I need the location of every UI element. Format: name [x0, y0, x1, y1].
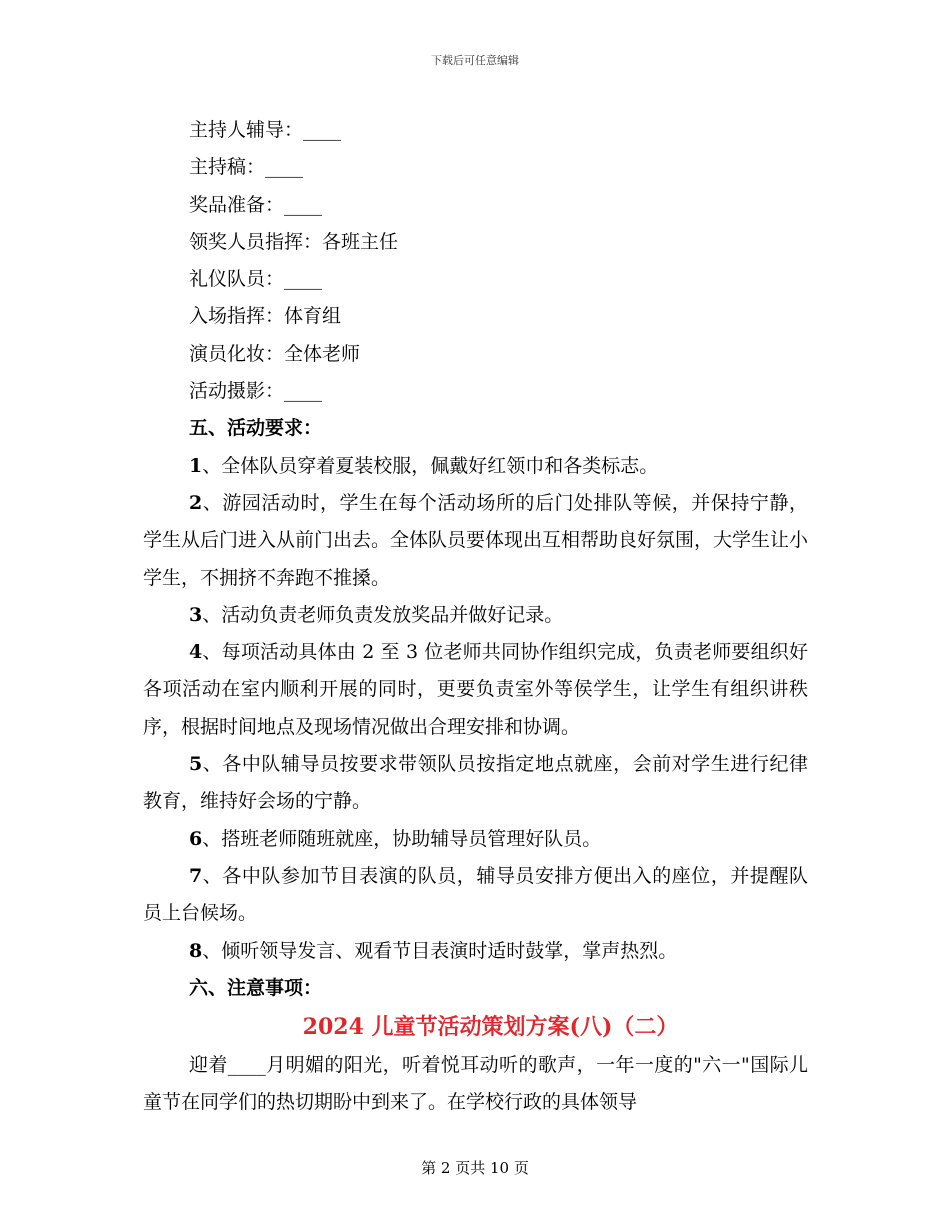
requirement-item — [143, 821, 808, 858]
role-line-photography — [143, 373, 808, 410]
item-text: 、活动负责老师负责发放奖品并做好记录。 — [202, 603, 564, 626]
role-label: 主持人辅导： — [189, 119, 304, 141]
document-body — [143, 112, 808, 1122]
role-line-prizes — [143, 187, 808, 224]
role-label: 入场指挥： — [189, 305, 285, 328]
requirement-item — [143, 597, 808, 634]
section-heading-requirements: 五、活动要求： — [189, 417, 323, 440]
intro-paragraph: 迎着____月明媚的阳光，听着悦耳动听的歌声，一年一度的"六一"国际儿童节在同学们的热切期盼中到来了。在学校行政的具体领导 — [143, 1054, 808, 1114]
item-number: 2 — [189, 491, 203, 514]
requirement-item — [143, 634, 808, 746]
requirement-item — [143, 933, 808, 970]
requirement-item — [143, 485, 808, 597]
role-line-etiquette — [143, 261, 808, 298]
role-line-makeup — [143, 336, 808, 373]
role-value: ____ — [284, 193, 323, 216]
item-number: 4 — [189, 641, 203, 664]
item-number: 3 — [189, 603, 203, 626]
role-value: 全体老师 — [284, 342, 361, 365]
page-header: 下载后可任意编辑 — [431, 54, 519, 67]
item-text: 、倾听领导发言、观看节目表演时适时鼓掌，掌声热烈。 — [202, 939, 678, 962]
item-number: 5 — [189, 753, 203, 776]
page-footer: 第 2 页共 10 页 — [421, 1159, 529, 1177]
item-number: 6 — [189, 827, 203, 850]
role-value: 各班主任 — [322, 230, 399, 253]
item-number: 7 — [189, 864, 203, 887]
item-number: 8 — [189, 939, 203, 962]
requirement-item — [143, 448, 808, 485]
item-text: 、搭班老师随班就座，协助辅导员管理好队员。 — [202, 827, 602, 850]
role-label: 奖品准备： — [189, 193, 285, 216]
role-line-award-direction — [143, 224, 808, 261]
role-label: 活动摄影： — [189, 380, 285, 403]
role-label: 演员化妆： — [189, 342, 285, 365]
role-line-host-coach — [143, 112, 808, 149]
role-value: ____ — [265, 156, 304, 179]
requirement-item — [143, 858, 808, 933]
section-heading-notes: 六、注意事项： — [189, 976, 323, 999]
item-text: 、每项活动具体由 2 至 3 位老师共同协作组织完成，负责老师要组织好各项活动在室内顺利开展的同时，更要负责室外等侯学生，让学生有组织讲秩序，根据时间地点及现场情况做出合理安排和协调。 — [143, 641, 808, 738]
item-text: 、各中队辅导员按要求带领队员按指定地点就座，会前对学生进行纪律教育，维持好会场的宁静。 — [143, 753, 808, 813]
role-value: ____ — [284, 380, 323, 403]
role-value: ____ — [284, 268, 323, 291]
role-label: 领奖人员指挥： — [189, 230, 323, 253]
role-label: 礼仪队员： — [189, 268, 285, 291]
role-value: ____ — [303, 119, 342, 141]
requirement-item — [143, 746, 808, 821]
item-text: 、全体队员穿着夏装校服，佩戴好红领巾和各类标志。 — [202, 454, 659, 477]
document-title: 2024 儿童节活动策划方案(八)（二） — [302, 1014, 679, 1041]
role-value: 体育组 — [284, 305, 342, 328]
item-text: 、各中队参加节目表演的队员，辅导员安排方便出入的座位，并提醒队员上台候场。 — [143, 864, 808, 925]
item-number: 1 — [189, 454, 203, 477]
role-line-entrance — [143, 298, 808, 335]
role-label: 主持稿： — [189, 156, 266, 179]
item-text: 、游园活动时，学生在每个活动场所的后门处排队等候，并保持宁静，学生从后门进入从前门出去。全体队员要体现出互相帮助良好氛围，大学生让小学生，不拥挤不奔跑不推搡。 — [143, 491, 809, 589]
role-line-host-script — [143, 149, 808, 186]
